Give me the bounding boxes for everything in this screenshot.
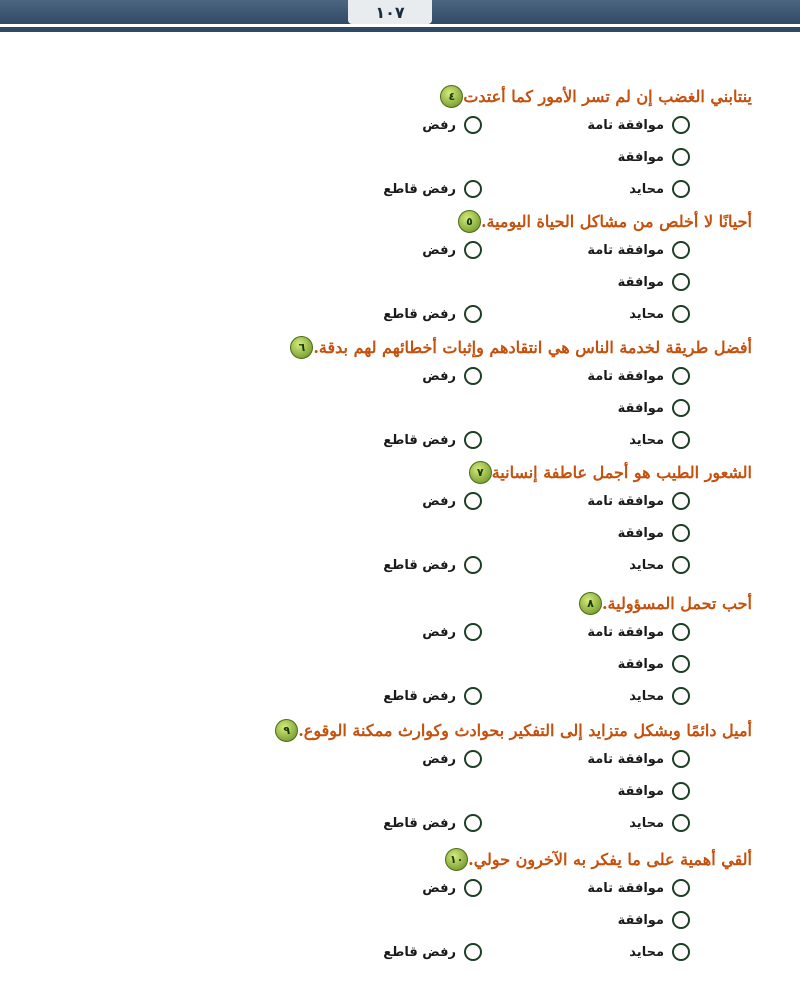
option-label: موافقة تامة (587, 117, 664, 133)
radio-circle-icon[interactable] (464, 879, 482, 897)
option-label: موافقة تامة (587, 493, 664, 509)
option-strongly-disagree[interactable] (383, 939, 482, 965)
radio-circle-icon[interactable] (672, 492, 690, 510)
option-disagree[interactable] (422, 237, 482, 263)
option-label: محايد (629, 944, 664, 960)
question-header (452, 207, 752, 235)
option-neutral[interactable] (629, 176, 690, 202)
option-label: رفض قاطع (383, 944, 456, 960)
option-label: موافقة تامة (587, 368, 664, 384)
option-agree[interactable] (618, 907, 690, 933)
option-disagree[interactable] (422, 746, 482, 772)
question-text: أميل دائمًا وبشكل متزايد إلى التفكير بحوادث وكوارث ممكنة الوقوع. (298, 720, 752, 740)
option-strongly-disagree[interactable] (383, 810, 482, 836)
radio-circle-icon[interactable] (672, 687, 690, 705)
option-agree[interactable] (618, 651, 690, 677)
option-agree[interactable] (618, 269, 690, 295)
option-agree[interactable] (618, 778, 690, 804)
radio-circle-icon[interactable] (672, 814, 690, 832)
radio-circle-icon[interactable] (672, 943, 690, 961)
question-number-badge: ٦ (290, 336, 313, 359)
question-number-badge: ٩ (275, 719, 298, 742)
question-8 (0, 589, 800, 715)
radio-circle-icon[interactable] (672, 431, 690, 449)
option-label: موافقة تامة (587, 751, 664, 767)
option-neutral[interactable] (629, 810, 690, 836)
question-header (463, 458, 752, 486)
option-label: موافقة (617, 400, 664, 416)
option-strongly-agree[interactable] (587, 488, 690, 514)
radio-circle-icon[interactable] (672, 655, 690, 673)
radio-circle-icon[interactable] (464, 556, 482, 574)
radio-circle-icon[interactable] (672, 623, 690, 641)
radio-circle-icon[interactable] (672, 556, 690, 574)
question-10 (0, 845, 800, 971)
radio-circle-icon[interactable] (464, 492, 482, 510)
radio-circle-icon[interactable] (672, 399, 690, 417)
option-strongly-agree[interactable] (587, 875, 690, 901)
option-label: محايد (629, 432, 664, 448)
radio-circle-icon[interactable] (672, 241, 690, 259)
radio-circle-icon[interactable] (672, 911, 690, 929)
option-neutral[interactable] (629, 427, 690, 453)
option-label: موافقة (617, 783, 664, 799)
question-text: ينتابني الغضب إن لم تسر الأمور كما أعتدت (463, 86, 752, 106)
question-number-badge: ٥ (458, 210, 481, 233)
option-disagree[interactable] (422, 488, 482, 514)
option-label: رفض (422, 880, 456, 896)
option-label: محايد (629, 815, 664, 831)
radio-circle-icon[interactable] (464, 241, 482, 259)
radio-circle-icon[interactable] (672, 305, 690, 323)
option-agree[interactable] (618, 520, 690, 546)
option-strongly-agree[interactable] (587, 237, 690, 263)
option-neutral[interactable] (629, 301, 690, 327)
option-label: موافقة (617, 656, 664, 672)
option-label: رفض (422, 117, 456, 133)
radio-circle-icon[interactable] (672, 524, 690, 542)
question-text: أحب تحمل المسؤولية. (601, 593, 752, 613)
question-text: ألقي أهمية على ما يفكر به الآخرون حولي. (468, 849, 752, 869)
option-label: موافقة (617, 912, 664, 928)
option-label: رفض قاطع (383, 306, 456, 322)
option-strongly-disagree[interactable] (383, 176, 482, 202)
question-text: الشعور الطيب هو أجمل عاطفة إنسانية (491, 462, 752, 482)
radio-circle-icon[interactable] (464, 180, 482, 198)
question-9 (0, 716, 800, 842)
option-strongly-disagree[interactable] (383, 683, 482, 709)
option-neutral[interactable] (629, 552, 690, 578)
option-label: رفض قاطع (383, 181, 456, 197)
option-label: موافقة تامة (587, 624, 664, 640)
question-header (269, 716, 752, 744)
question-4 (0, 82, 800, 208)
option-strongly-agree[interactable] (587, 619, 690, 645)
option-label: موافقة تامة (587, 242, 664, 258)
question-header (439, 845, 752, 873)
option-label: محايد (629, 557, 664, 573)
option-label: موافقة (617, 149, 664, 165)
option-agree[interactable] (618, 395, 690, 421)
radio-circle-icon[interactable] (464, 814, 482, 832)
radio-circle-icon[interactable] (672, 879, 690, 897)
radio-circle-icon[interactable] (464, 943, 482, 961)
radio-circle-icon[interactable] (672, 273, 690, 291)
question-header (434, 82, 752, 110)
option-label: محايد (629, 306, 664, 322)
option-strongly-agree[interactable] (587, 363, 690, 389)
page-number-tab (348, 0, 432, 24)
question-5 (0, 207, 800, 333)
radio-circle-icon[interactable] (464, 431, 482, 449)
question-number-badge: ٨ (579, 592, 602, 615)
option-label: موافقة (617, 274, 664, 290)
question-header (573, 589, 752, 617)
option-label: رفض (422, 368, 456, 384)
option-label: رفض قاطع (383, 557, 456, 573)
option-strongly-disagree[interactable] (383, 301, 482, 327)
radio-circle-icon[interactable] (464, 305, 482, 323)
question-header (284, 333, 752, 361)
radio-circle-icon[interactable] (672, 367, 690, 385)
radio-circle-icon[interactable] (464, 623, 482, 641)
radio-circle-icon[interactable] (672, 148, 690, 166)
option-label: موافقة تامة (587, 880, 664, 896)
option-disagree[interactable] (422, 363, 482, 389)
radio-circle-icon[interactable] (672, 782, 690, 800)
header-rule (0, 27, 800, 32)
radio-circle-icon[interactable] (672, 180, 690, 198)
question-7 (0, 458, 800, 584)
option-strongly-agree[interactable] (587, 112, 690, 138)
radio-circle-icon[interactable] (672, 116, 690, 134)
option-strongly-agree[interactable] (587, 746, 690, 772)
option-label: رفض (422, 242, 456, 258)
option-strongly-disagree[interactable] (383, 552, 482, 578)
option-label: رفض (422, 624, 456, 640)
option-neutral[interactable] (629, 683, 690, 709)
option-neutral[interactable] (629, 939, 690, 965)
question-6 (0, 333, 800, 459)
question-number-badge: ٧ (469, 461, 492, 484)
page-number: ١٠٧ (375, 2, 405, 22)
radio-circle-icon[interactable] (464, 116, 482, 134)
question-number-badge: ٤ (440, 85, 463, 108)
option-label: رفض (422, 493, 456, 509)
question-text: أحيانًا لا أخلص من مشاكل الحياة اليومية. (480, 211, 752, 231)
option-label: رفض قاطع (383, 815, 456, 831)
option-label: محايد (629, 181, 664, 197)
radio-circle-icon[interactable] (464, 750, 482, 768)
option-label: موافقة (617, 525, 664, 541)
option-label: رفض قاطع (383, 432, 456, 448)
option-agree[interactable] (618, 144, 690, 170)
option-disagree[interactable] (422, 112, 482, 138)
option-label: محايد (629, 688, 664, 704)
question-text: أفضل طريقة لخدمة الناس هي انتقادهم وإثبات أخطائهم لهم بدقة. (313, 337, 752, 357)
radio-circle-icon[interactable] (464, 367, 482, 385)
option-disagree[interactable] (422, 875, 482, 901)
option-label: رفض قاطع (383, 688, 456, 704)
option-label: رفض (422, 751, 456, 767)
option-disagree[interactable] (422, 619, 482, 645)
radio-circle-icon[interactable] (672, 750, 690, 768)
option-strongly-disagree[interactable] (383, 427, 482, 453)
question-number-badge: ١٠ (445, 848, 468, 871)
radio-circle-icon[interactable] (464, 687, 482, 705)
